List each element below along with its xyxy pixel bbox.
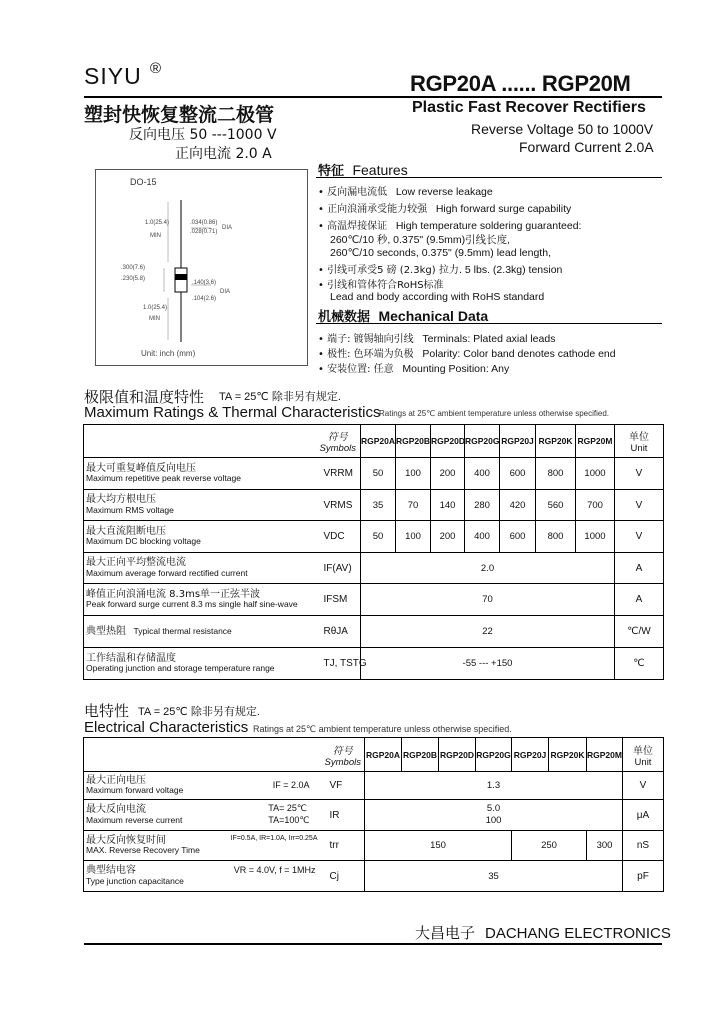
param-unit: V	[615, 490, 664, 521]
english-forward-current: Forward Current 2.0A	[519, 139, 654, 155]
part-header: RGP20M	[587, 738, 623, 772]
table-header-row	[84, 738, 664, 772]
symbols-header: 符号 Symbols	[322, 738, 365, 772]
param-unit: A	[615, 553, 664, 584]
param-description: 峰值正向浪涌电流 8.3ms单一正弦半波 Peak forward surge current 8.3 ms single half sine-wave	[84, 584, 316, 616]
features-rule	[316, 177, 662, 178]
footer-company-cn: 大昌电子	[415, 924, 476, 942]
test-condition: TA= 25℃	[268, 803, 307, 814]
brand-name: SIYU	[84, 63, 142, 89]
param-value: 70	[361, 584, 615, 616]
feature-item: Lead and body according with RoHS standard	[330, 291, 545, 303]
dim-body-dia-label: DIA	[220, 289, 231, 295]
param-symbol: VRRM	[316, 458, 361, 490]
param-description: 最大正向平均整流电流 Maximum average forward rectified current	[84, 553, 316, 584]
dim-lead-dia-max: .034(0.86)	[190, 220, 218, 226]
test-condition: IF = 2.0A	[272, 780, 310, 791]
param-value: 400	[465, 521, 500, 553]
param-description: 最大反向恢复时间 MAX. Reverse Recovery Time IF=0.5A, IR=1.0A, Irr=0.25A	[84, 831, 322, 861]
param-value: 100	[396, 521, 431, 553]
param-unit: A	[615, 584, 664, 616]
param-value: 200	[431, 521, 465, 553]
param-symbol: VDC	[316, 521, 361, 553]
package-name: DO-15	[130, 177, 157, 187]
param-value: 140	[431, 490, 465, 521]
part-header: RGP20B	[396, 425, 431, 458]
param-value: 22	[361, 616, 615, 648]
feature-item: 260℃/10 seconds, 0.375" (9.5mm) lead length,	[330, 247, 551, 259]
param-value: 70	[396, 490, 431, 521]
test-condition: VR = 4.0V, f = 1MHz	[233, 865, 316, 876]
param-value: 50	[361, 521, 396, 553]
header-blank	[84, 738, 322, 772]
dim-body-len-min: .230(5.8)	[121, 276, 146, 282]
max-ratings-table	[83, 424, 664, 680]
part-header: RGP20K	[549, 738, 587, 772]
electrical-table	[83, 737, 664, 892]
part-header: RGP20A	[361, 425, 396, 458]
param-unit: μA	[623, 800, 664, 831]
table-row	[84, 831, 664, 861]
param-description: 典型热阻 Typical thermal resistance	[84, 616, 316, 648]
registered-mark: ®	[150, 60, 162, 77]
param-value: 35	[361, 490, 396, 521]
feature-item: • 引线可承受5 磅 (2.3kg) 拉力. 5 lbs. (2.3kg) tension	[318, 264, 563, 276]
param-description: 最大正向电压 Maximum forward voltage IF = 2.0A	[84, 772, 322, 800]
part-header: RGP20B	[402, 738, 439, 772]
param-description: 最大反向电流 Maximum reverse current TA= 25℃ TA=100℃	[84, 800, 322, 831]
part-header: RGP20D	[431, 425, 465, 458]
header-blank	[84, 425, 316, 458]
feature-item: • 高温焊接保证 High temperature soldering guaranteed:	[318, 220, 582, 232]
param-description: 工作结温和存储温度 Operating junction and storage temperature range	[84, 648, 316, 680]
symbols-header: 符号 Symbols	[316, 425, 361, 458]
part-header: RGP20J	[512, 738, 549, 772]
param-value: 1000	[576, 458, 615, 490]
chinese-reverse-voltage: 反向电压 50 ---1000 V	[129, 127, 277, 143]
param-symbol: trr	[322, 831, 365, 861]
test-condition: TA=100℃	[268, 815, 310, 825]
dim-lead-top: 1.0(25.4)	[145, 220, 170, 226]
param-unit: V	[615, 521, 664, 553]
unit-header: 单位 Unit	[623, 738, 664, 772]
param-value: 420	[500, 490, 536, 521]
package-unit-note: Unit: inch (mm)	[141, 349, 196, 358]
feature-item: • 引线和管体符合RoHS标准	[318, 280, 444, 291]
param-description: 最大直流阻断电压 Maximum DC blocking voltage	[84, 521, 316, 553]
max-ratings-heading-en: Maximum Ratings & Thermal Characteristics	[84, 404, 381, 421]
chinese-title: 塑封快恢复整流二极管	[84, 104, 275, 126]
param-value: 700	[576, 490, 615, 521]
part-header: RGP20G	[476, 738, 512, 772]
param-value: 300	[587, 831, 623, 861]
mechanical-item: • 端子: 镀锡轴向引线 Terminals: Plated axial leads	[318, 333, 556, 345]
max-ratings-heading-cn: 极限值和温度特性	[84, 388, 205, 406]
dim-body-dia-min: .104(2.6)	[192, 296, 217, 302]
table-row	[84, 861, 664, 892]
dim-lead-dia-label: DIA	[222, 225, 233, 231]
param-value: 280	[465, 490, 500, 521]
mechanical-item: • 极性: 色环端为负极 Polarity: Color band denotes cathode end	[318, 348, 616, 360]
dim-body-len-max: .300(7.6)	[121, 265, 146, 271]
feature-item: • 正向浪涌承受能力较强 High forward surge capability	[318, 203, 572, 215]
table-row	[84, 648, 664, 680]
dim-lead-dia-min: .028(0.71)	[190, 229, 218, 235]
param-value: 560	[536, 490, 576, 521]
param-value: 200	[431, 458, 465, 490]
param-symbol: Cj	[322, 861, 365, 892]
feature-item: 260℃/10 秒, 0.375" (9.5mm)引线长度,	[330, 234, 511, 246]
dim-lead-top-min: MIN	[150, 233, 161, 239]
param-value: 100	[396, 458, 431, 490]
table-row	[84, 584, 664, 616]
param-value: 35	[365, 861, 623, 892]
param-description: 典型结电容 Type junction capacitance VR = 4.0V, f = 1MHz	[84, 861, 322, 892]
mechanical-heading-cn: 机械数据	[318, 310, 371, 325]
param-value: 1.3	[365, 772, 623, 800]
footer-company	[415, 922, 671, 943]
param-symbol: IR	[322, 800, 365, 831]
mechanical-item: • 安装位置: 任意 Mounting Position: Any	[318, 363, 510, 375]
feature-item: • 反向漏电流低 Low reverse leakage	[318, 186, 493, 198]
param-symbol: IFSM	[316, 584, 361, 616]
table-header-row	[84, 425, 664, 458]
param-value: 5.0 100	[365, 800, 623, 831]
param-symbol: IF(AV)	[316, 553, 361, 584]
footer-company-en: DACHANG ELECTRONICS	[485, 925, 671, 942]
param-unit: V	[615, 458, 664, 490]
electrical-ta: TA = 25℃ 除非另有规定.	[138, 706, 260, 718]
part-header: RGP20M	[576, 425, 615, 458]
dim-lead-bottom: 1.0(25.4)	[143, 305, 168, 311]
english-reverse-voltage: Reverse Voltage 50 to 1000V	[471, 121, 654, 137]
table-row	[84, 521, 664, 553]
param-description: 最大可重复峰值反向电压 Maximum repetitive peak reverse voltage	[84, 458, 316, 490]
part-range-title: RGP20A ...... RGP20M	[410, 71, 631, 96]
param-unit: nS	[623, 831, 664, 861]
param-unit: ℃	[615, 648, 664, 680]
part-header: RGP20D	[439, 738, 476, 772]
electrical-note: Ratings at 25℃ ambient temperature unless otherwise specified.	[253, 724, 512, 734]
param-value: 800	[536, 458, 576, 490]
param-value: 400	[465, 458, 500, 490]
param-value: 50	[361, 458, 396, 490]
mechanical-rule	[316, 323, 662, 324]
electrical-heading-cn: 电特性	[84, 702, 130, 720]
unit-header: 单位 Unit	[615, 425, 664, 458]
features-heading-en: Features	[352, 162, 408, 178]
table-row	[84, 553, 664, 584]
part-header: RGP20A	[365, 738, 402, 772]
table-row	[84, 458, 664, 490]
param-value: 250	[512, 831, 587, 861]
dim-body-dia-max: .140(3.6)	[192, 280, 217, 286]
table-row	[84, 772, 664, 800]
table-row	[84, 616, 664, 648]
param-value: 2.0	[361, 553, 615, 584]
electrical-heading-en: Electrical Characteristics	[84, 719, 249, 736]
param-symbol: VRMS	[316, 490, 361, 521]
english-title: Plastic Fast Recover Rectifiers	[412, 99, 646, 116]
table-row	[84, 490, 664, 521]
max-ratings-note: Ratings at 25℃ ambient temperature unless otherwise specified.	[379, 409, 609, 418]
table-row	[84, 800, 664, 831]
param-value: 800	[536, 521, 576, 553]
param-symbol: RθJA	[316, 616, 361, 648]
param-value: -55 --- +150	[361, 648, 615, 680]
part-header: RGP20J	[500, 425, 536, 458]
features-heading-cn: 特征	[318, 164, 345, 179]
param-unit: ℃/W	[615, 616, 664, 648]
part-header: RGP20G	[465, 425, 500, 458]
mechanical-heading-en: Mechanical Data	[378, 308, 489, 324]
param-description: 最大均方根电压 Maximum RMS voltage	[84, 490, 316, 521]
chinese-forward-current: 正向电流 2.0 A	[175, 146, 272, 162]
max-ratings-ta: TA = 25℃ 除非另有规定.	[219, 391, 341, 403]
param-value: 150	[365, 831, 512, 861]
param-value: 600	[500, 521, 536, 553]
param-value: 600	[500, 458, 536, 490]
param-unit: pF	[623, 861, 664, 892]
param-symbol: VF	[322, 772, 365, 800]
param-value: 1000	[576, 521, 615, 553]
footer-rule	[84, 943, 662, 945]
header-rule	[84, 96, 662, 98]
part-header: RGP20K	[536, 425, 576, 458]
param-symbol: TJ, TSTG	[316, 648, 361, 680]
test-condition: IF=0.5A, IR=1.0A, Irr=0.25A	[230, 834, 318, 842]
dim-lead-bottom-min: MIN	[149, 316, 160, 322]
param-unit: V	[623, 772, 664, 800]
